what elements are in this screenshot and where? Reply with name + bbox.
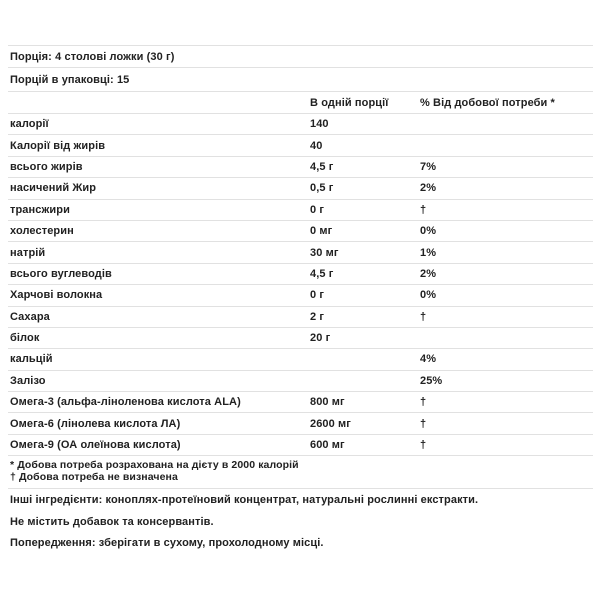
- nutrient-amount: 4,5 г: [310, 160, 334, 173]
- nutrient-amount: 2600 мг: [310, 417, 351, 430]
- daily-value-column-header: % Від добової потреби *: [420, 96, 555, 109]
- nutrient-row-sugars: [8, 307, 593, 328]
- nutrient-row-calories: [8, 114, 593, 135]
- amount-column-header: В одній порції: [310, 96, 389, 109]
- nutrient-label: Омега-3 (альфа-ліноленова кислота ALA): [10, 396, 241, 409]
- nutrient-label: кальцій: [10, 353, 53, 366]
- nutrient-amount: 600 мг: [310, 439, 345, 452]
- servings-per-container-row: [8, 68, 593, 92]
- nutrient-label: всього жирів: [10, 160, 83, 173]
- table-header-row: [8, 92, 593, 114]
- nutrient-amount: 4,5 г: [310, 267, 334, 280]
- nutrient-label: Калорії від жирів: [10, 139, 106, 152]
- nutrient-amount: 40: [310, 139, 323, 152]
- nutrient-label: трансжири: [10, 203, 70, 216]
- nutrient-row-omega-6: [8, 413, 593, 434]
- nutrient-label: калорії: [10, 118, 49, 131]
- nutrient-label: білок: [10, 332, 40, 345]
- nutrient-row-iron: [8, 371, 593, 392]
- nutrient-amount: 0 г: [310, 203, 325, 216]
- nutrient-daily-value: 0%: [420, 225, 437, 238]
- nutrient-row-protein: [8, 328, 593, 349]
- nutrient-row-dietary-fiber: [8, 285, 593, 306]
- nutrient-amount: 0,5 г: [310, 182, 334, 195]
- nutrient-daily-value: 25%: [420, 374, 443, 387]
- nutrient-label: холестерин: [10, 225, 74, 238]
- nutrient-daily-value: †: [420, 439, 427, 452]
- nutrient-label: Харчові волокна: [10, 289, 103, 302]
- nutrient-row-omega-3: [8, 392, 593, 413]
- nutrient-row-sodium: [8, 242, 593, 263]
- nutrient-label: Омега-6 (лінолева кислота ЛА): [10, 417, 181, 430]
- nutrient-amount: 0 мг: [310, 225, 333, 238]
- footnotes: [8, 456, 593, 489]
- nutrient-label: Залізо: [10, 374, 46, 387]
- nutrient-daily-value: 1%: [420, 246, 437, 259]
- no-additives-text: Не містить добавок та консервантів.: [10, 515, 214, 528]
- nutrient-row-total-fat: [8, 157, 593, 178]
- nutrient-amount: 0 г: [310, 289, 325, 302]
- nutrient-amount: 30 мг: [310, 246, 339, 259]
- nutrient-row-calories-from-fat: [8, 135, 593, 156]
- footnote-daily-diet: * Добова потреба розрахована на дієту в 2000 калорій: [10, 459, 299, 472]
- nutrient-row-omega-9: [8, 435, 593, 456]
- nutrient-row-calcium: [8, 349, 593, 370]
- servings-per-container-text: Порцій в упаковці: 15: [10, 73, 130, 86]
- nutrient-daily-value: †: [420, 310, 427, 323]
- nutrient-row-cholesterol: [8, 221, 593, 242]
- nutrient-row-total-carbs: [8, 264, 593, 285]
- nutrient-daily-value: 7%: [420, 160, 437, 173]
- nutrient-row-trans-fat: [8, 200, 593, 221]
- serving-size-text: Порція: 4 столові ложки (30 г): [10, 50, 175, 63]
- nutrient-daily-value: 2%: [420, 267, 437, 280]
- nutrient-daily-value: 4%: [420, 353, 437, 366]
- nutrient-amount: 2 г: [310, 310, 325, 323]
- nutrient-label: Омега-9 (ОА олеїнова кислота): [10, 439, 181, 452]
- nutrient-amount: 140: [310, 118, 329, 131]
- nutrient-amount: 800 мг: [310, 396, 345, 409]
- nutrient-amount: 20 г: [310, 332, 331, 345]
- nutrient-daily-value: †: [420, 203, 427, 216]
- nutrient-row-saturated-fat: [8, 178, 593, 199]
- nutrient-label: всього вуглеводів: [10, 267, 112, 280]
- nutrient-daily-value: 0%: [420, 289, 437, 302]
- nutrient-label: насичений Жир: [10, 182, 97, 195]
- nutrient-label: натрій: [10, 246, 46, 259]
- nutrient-daily-value: †: [420, 396, 427, 409]
- additional-notes: [8, 495, 593, 560]
- nutrient-label: Сахара: [10, 310, 50, 323]
- serving-size-row: [8, 46, 593, 68]
- nutrition-table: [8, 45, 593, 489]
- nutrient-daily-value: 2%: [420, 182, 437, 195]
- nutrient-daily-value: †: [420, 417, 427, 430]
- footnote-dv-not-established: † Добова потреба не визначена: [10, 470, 178, 483]
- storage-warning-text: Попередження: зберігати в сухому, прохолодному місці.: [10, 537, 324, 549]
- other-ingredients-text: Інші інгредієнти: коноплях-протеїновий концентрат, натуральні рослинні екстракти.: [10, 494, 479, 506]
